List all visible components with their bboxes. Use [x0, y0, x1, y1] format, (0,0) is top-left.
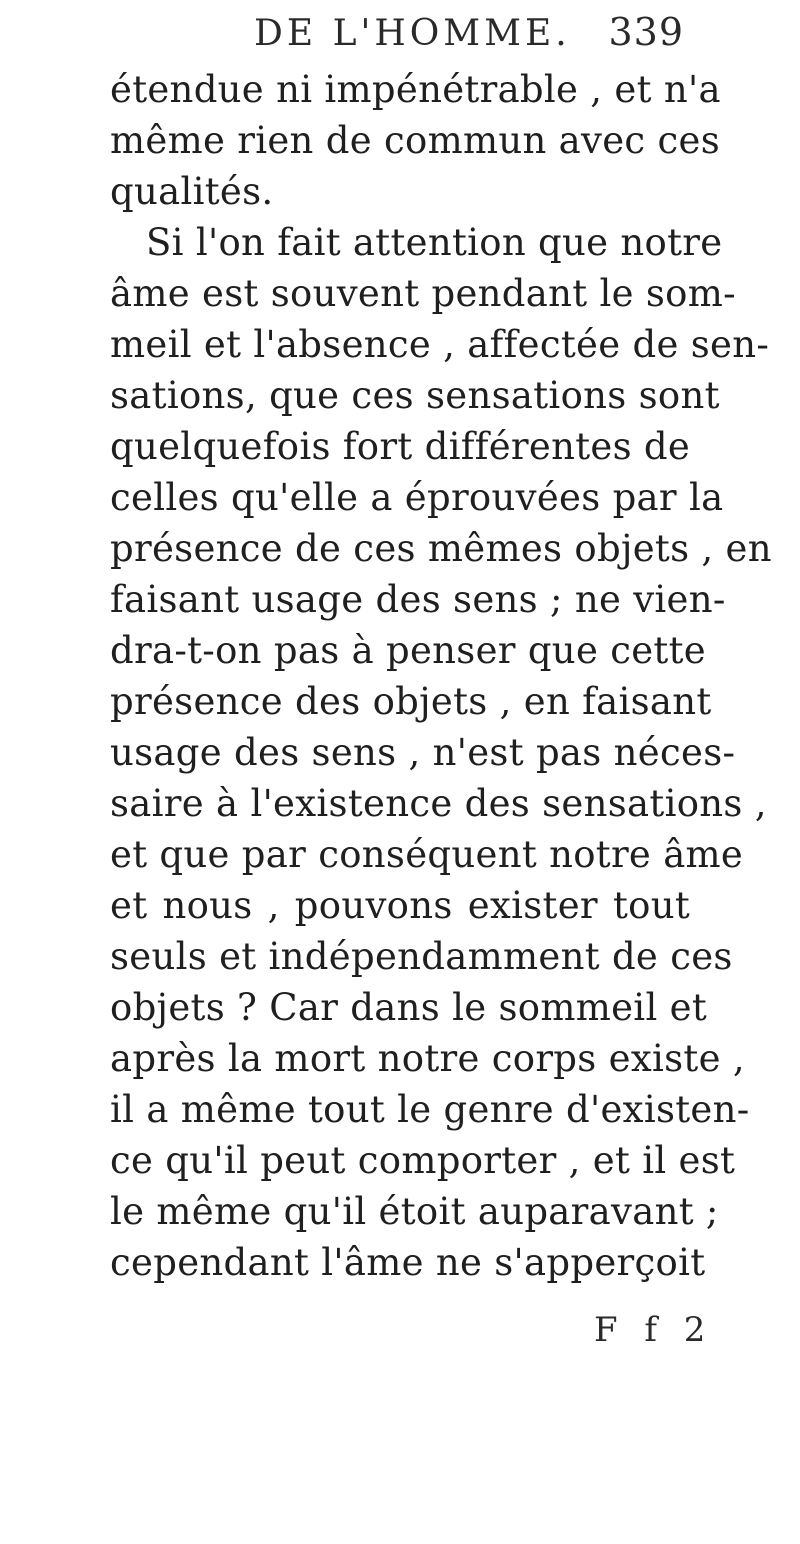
text-line: et nous , pouvons exister tout	[110, 884, 690, 927]
text-line: âme est souvent pendant le som-	[110, 272, 736, 315]
running-head	[254, 10, 684, 70]
text-line: seuls et indépendamment de ces	[110, 935, 733, 978]
text-line: quelquefois fort différentes de	[110, 425, 691, 468]
text-line: présence des objets , en faisant	[110, 680, 712, 723]
text-line: ce qu'il peut comporter , et il est	[110, 1139, 736, 1182]
text-line: le même qu'il étoit auparavant ;	[110, 1190, 719, 1233]
text-line: et que par conséquent notre âme	[110, 833, 744, 876]
text-line: dra-t-on pas à penser que cette	[110, 629, 706, 672]
text-line: objets ? Car dans le sommeil et	[110, 986, 707, 1029]
text-line: il a même tout le genre d'existen-	[110, 1088, 750, 1131]
text-line: qualités.	[110, 170, 274, 213]
page-number: 339	[608, 10, 684, 54]
text-line: cependant l'âme ne s'apperçoit	[110, 1241, 706, 1284]
text-line: saire à l'existence des sensations ,	[110, 782, 767, 825]
running-title: DE L'HOMME.	[254, 13, 571, 54]
text-line: celles qu'elle a éprouvées par la	[110, 476, 724, 519]
text-line: présence de ces mêmes objets , en	[110, 527, 772, 570]
text-line: après la mort notre corps existe ,	[110, 1037, 745, 1080]
text-line: faisant usage des sens ; ne vien-	[110, 578, 726, 621]
body-text	[110, 64, 772, 1288]
text-line: usage des sens , n'est pas néces-	[110, 731, 736, 774]
text-line: étendue ni impénétrable , et n'a	[110, 68, 721, 111]
text-line: même rien de commun avec ces	[110, 119, 721, 162]
text-line: sations, que ces sensations sont	[110, 374, 720, 417]
text-line: meil et l'absence , affectée de sen-	[110, 323, 770, 366]
paragraph-first-line: Si l'on fait attention que notre	[146, 221, 723, 264]
signature-mark: F f 2	[594, 1310, 714, 1350]
